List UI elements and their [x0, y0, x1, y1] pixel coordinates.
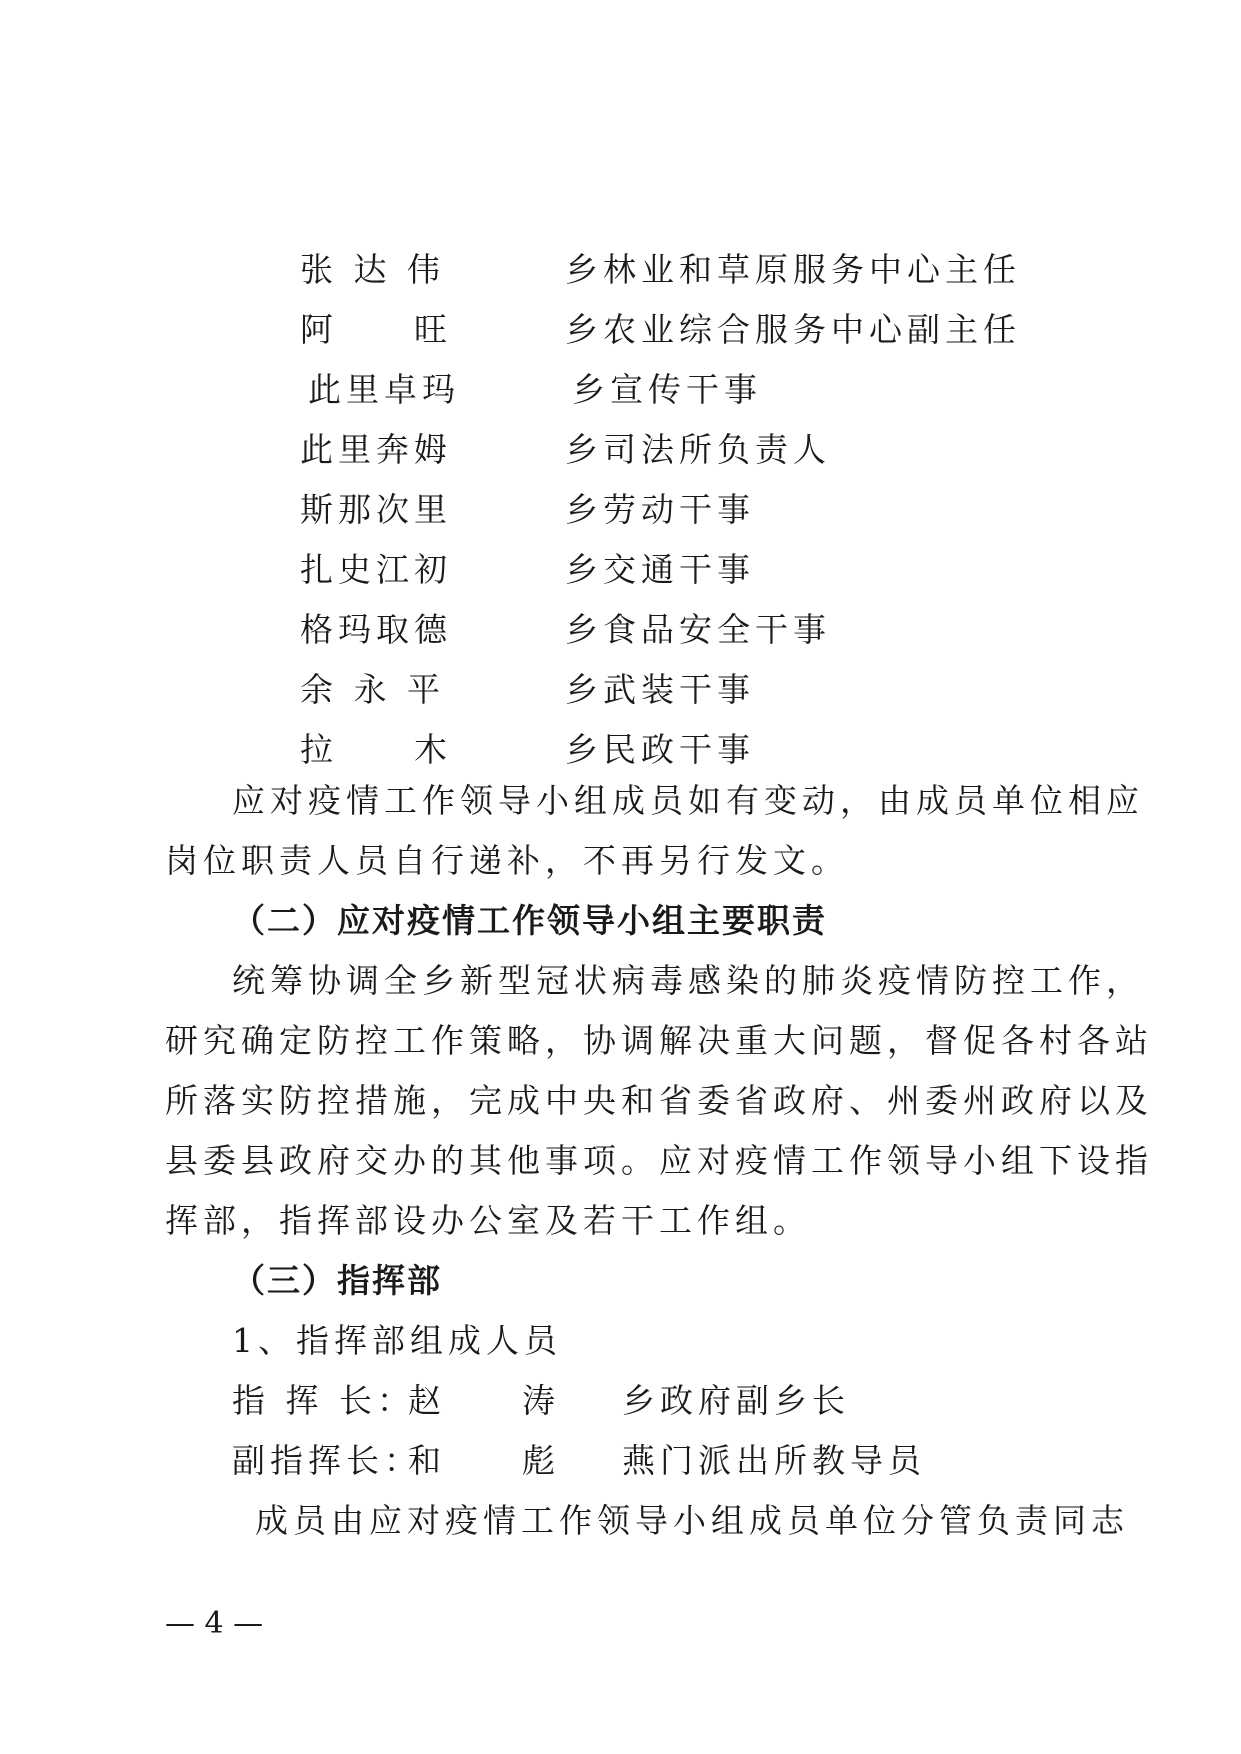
paragraph-line: 研究确定防控工作策略，协调解决重大问题，督促各村各站 — [165, 1021, 1153, 1060]
roster-row — [0, 724, 1241, 769]
roster-row — [0, 604, 1241, 649]
member-role: 乡司法所负责人 — [565, 430, 831, 469]
member-role: 乡林业和草原服务中心主任 — [565, 250, 1021, 289]
roster-row — [0, 364, 1241, 409]
paragraph-line: 应对疫情工作领导小组成员如有变动，由成员单位相应 — [232, 781, 1144, 820]
paragraph-line: 所落实防控措施，完成中央和省委省政府、州委州政府以及 — [165, 1081, 1153, 1120]
roster-row — [0, 664, 1241, 709]
member-name: 拉 木 — [300, 730, 452, 769]
deputy-commander-row — [0, 1441, 1241, 1484]
member-name: 此里卓玛 — [308, 370, 460, 409]
subheading: 1、指挥部组成人员 — [232, 1321, 562, 1360]
roster-row — [0, 304, 1241, 349]
paragraph-line: 县委县政府交办的其他事项。应对疫情工作领导小组下设指 — [165, 1141, 1153, 1180]
paragraph-line: 统筹协调全乡新型冠状病毒感染的肺炎疫情防控工作， — [232, 961, 1144, 1000]
section-heading: （二）应对疫情工作领导小组主要职责 — [232, 901, 827, 940]
section-heading: （三）指挥部 — [232, 1261, 442, 1300]
member-name: 余 永 平 — [300, 670, 445, 709]
paragraph-line: 成员由应对疫情工作领导小组成员单位分管负责同志 — [255, 1501, 1129, 1540]
deputy-role: 燕门派出所教导员 — [622, 1441, 926, 1480]
commander-name: 赵 涛 — [408, 1381, 560, 1420]
commander-row — [0, 1381, 1241, 1424]
member-role: 乡交通干事 — [565, 550, 755, 589]
member-role: 乡民政干事 — [565, 730, 755, 769]
member-name: 格玛取德 — [300, 610, 452, 649]
member-role: 乡宣传干事 — [572, 370, 762, 409]
member-role: 乡劳动干事 — [565, 490, 755, 529]
commander-role: 乡政府副乡长 — [622, 1381, 850, 1420]
member-role: 乡武装干事 — [565, 670, 755, 709]
roster-row — [0, 484, 1241, 529]
member-name: 扎史江初 — [300, 550, 452, 589]
page-number: — 4 — — [165, 1606, 264, 1641]
member-role: 乡食品安全干事 — [565, 610, 831, 649]
roster-row — [0, 544, 1241, 589]
member-name: 张 达 伟 — [300, 250, 445, 289]
member-name: 此里奔姆 — [300, 430, 452, 469]
member-name: 斯那次里 — [300, 490, 452, 529]
deputy-title: 副指挥长： — [232, 1441, 422, 1480]
roster-row — [0, 424, 1241, 469]
paragraph-line: 挥部，指挥部设办公室及若干工作组。 — [165, 1201, 811, 1240]
member-name: 阿 旺 — [300, 310, 452, 349]
roster-row — [0, 244, 1241, 289]
commander-title: 指 挥 长： — [232, 1381, 415, 1420]
deputy-name: 和 彪 — [408, 1441, 560, 1480]
member-role: 乡农业综合服务中心副主任 — [565, 310, 1021, 349]
paragraph-line: 岗位职责人员自行递补，不再另行发文。 — [165, 841, 849, 880]
